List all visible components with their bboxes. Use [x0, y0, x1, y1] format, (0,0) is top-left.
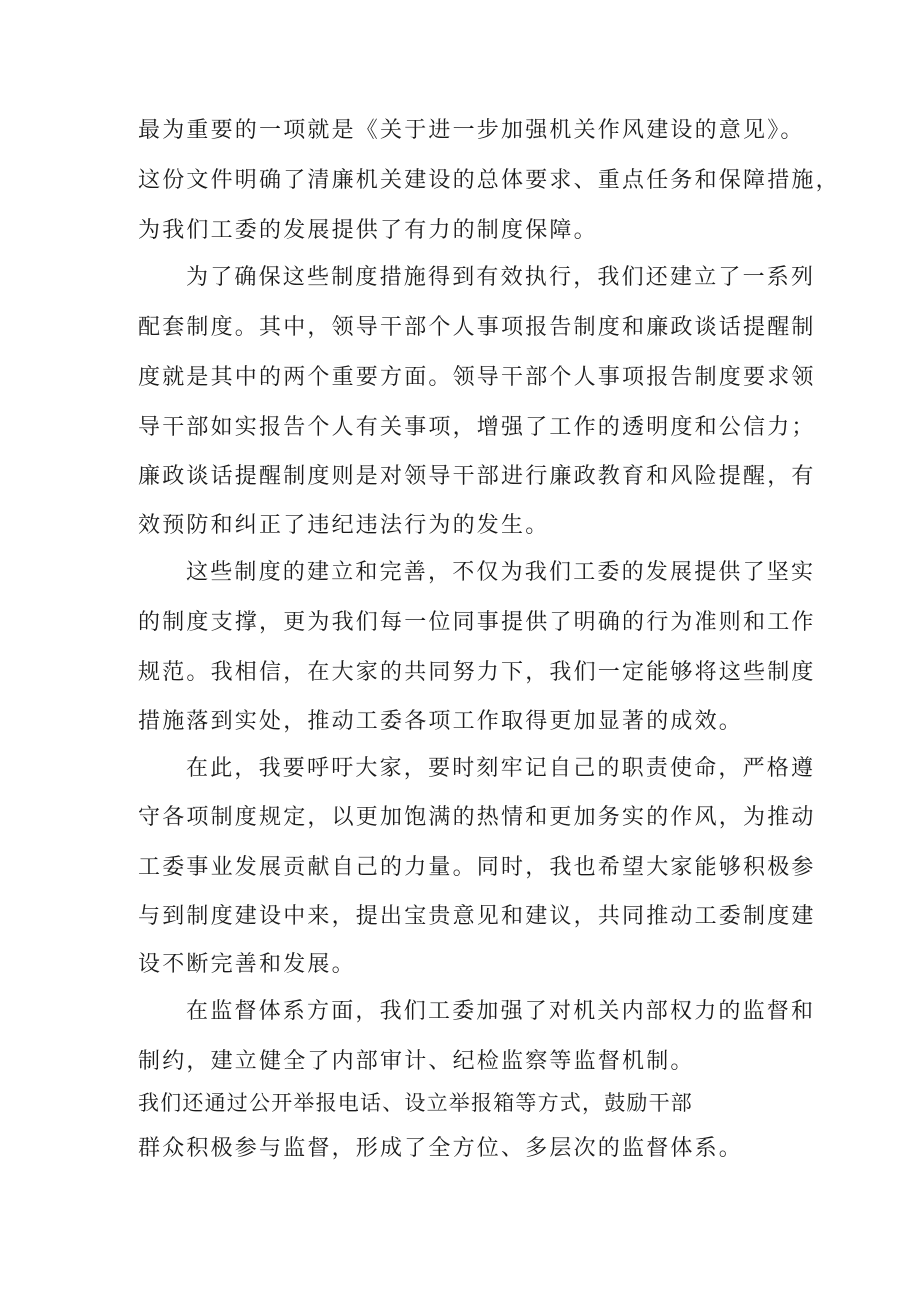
text-line: 为我们工委的发展提供了有力的制度保障。 [138, 218, 598, 243]
text-line: 守各项制度规定，以更加饱满的热情和更加务实的作风，为推动 [138, 805, 816, 830]
text-line: 导干部如实报告个人有关事项，增强了工作的透明度和公信力； [138, 415, 816, 440]
text-line: 与到制度建设中来，提出宝贵意见和建议，共同推动工委制度建 [138, 904, 816, 929]
text-line: 最为重要的一项就是《关于进一步加强机关作风建设的意见》。 [138, 118, 805, 143]
text-line: 工委事业发展贡献自己的力量。同时，我也希望大家能够积极参 [138, 855, 816, 880]
text-line: 度就是其中的两个重要方面。领导干部个人事项报告制度要求领 [138, 365, 816, 390]
text-line: 措施落到实处，推动工委各项工作取得更加显著的成效。 [138, 709, 744, 734]
text-line: 效预防和纠正了违纪违法行为的发生。 [138, 513, 550, 538]
text-line: 在此，我要呼吁大家，要时刻牢记自己的职责使命，严格遵 [186, 756, 816, 781]
text-line: 这些制度的建立和完善，不仅为我们工委的发展提供了坚实 [186, 560, 816, 585]
text-line: 这份文件明确了清廉机关建设的总体要求、重点任务和保障措施， [138, 168, 840, 193]
text-line: 的制度支撑，更为我们每一位同事提供了明确的行为准则和工作 [138, 610, 816, 635]
text-line: 设不断完善和发展。 [138, 952, 356, 977]
text-line: 配套制度。其中，领导干部个人事项报告制度和廉政谈话提醒制 [138, 315, 816, 340]
text-line: 为了确保这些制度措施得到有效执行，我们还建立了一系列 [186, 265, 816, 290]
text-line: 我们还通过公开举报电话、设立举报箱等方式，鼓励干部 [138, 1091, 693, 1115]
text-line: 规范。我相信，在大家的共同努力下，我们一定能够将这些制度 [138, 660, 816, 685]
text-line: 廉政谈话提醒制度则是对领导干部进行廉政教育和风险提醒，有 [138, 464, 816, 489]
text-line: 群众积极参与监督，形成了全方位、多层次的监督体系。 [138, 1136, 744, 1161]
text-line: 制约，建立健全了内部审计、纪检监察等监督机制。 [138, 1049, 695, 1074]
text-line: 在监督体系方面，我们工委加强了对机关内部权力的监督和 [186, 999, 816, 1024]
